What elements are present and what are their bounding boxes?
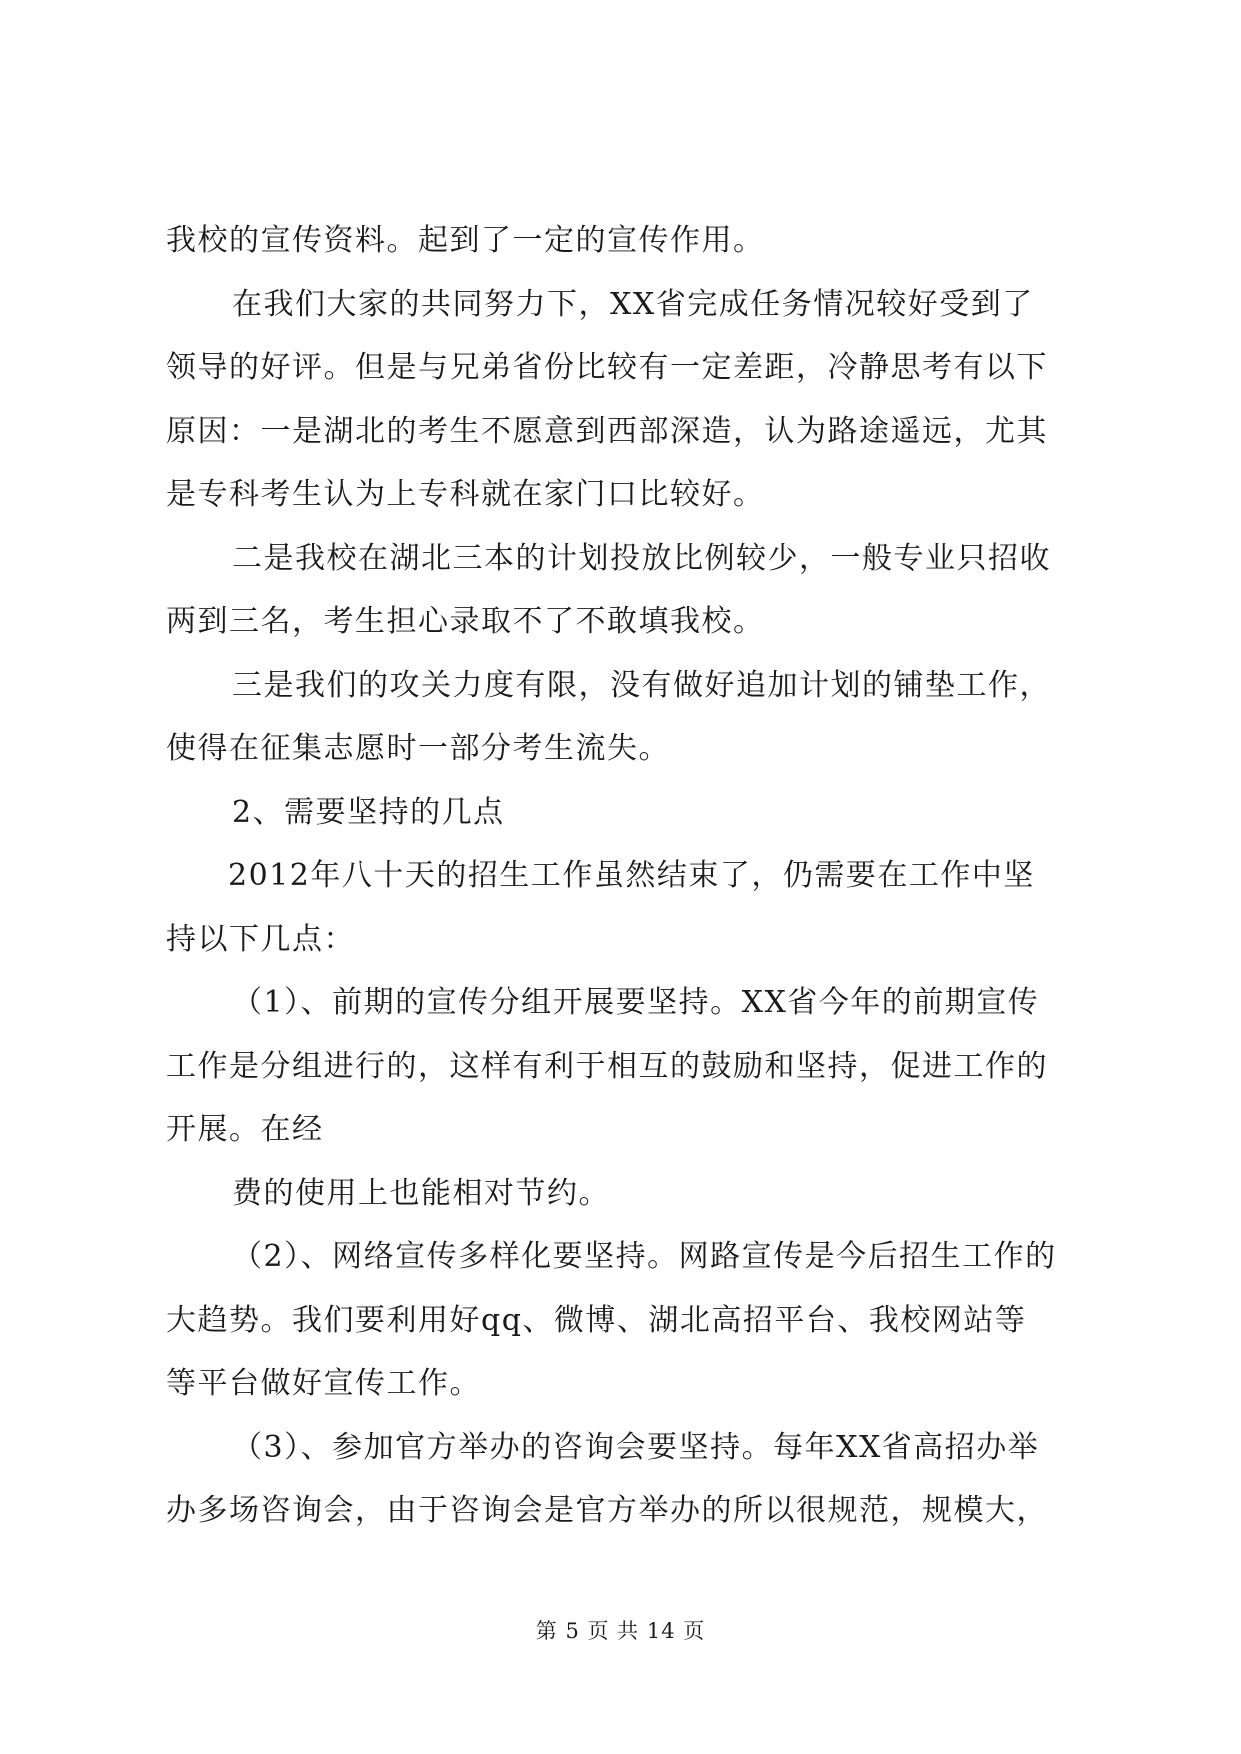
- text-line: 费的使用上也能相对节约。: [232, 1175, 610, 1211]
- text-line: 使得在征集志愿时一部分考生流失。: [166, 731, 670, 766]
- body-text: [166, 224, 1086, 1558]
- text-line: 二是我校在湖北三本的计划投放比例较少，一般专业只招收: [232, 540, 1051, 576]
- page-number-footer: 第 5 页 共 14 页: [535, 1619, 706, 1643]
- text-line: 三是我们的攻关力度有限，没有做好追加计划的铺垫工作，: [232, 667, 1051, 703]
- text-line: 等平台做好宣传工作。: [166, 1366, 481, 1401]
- section-heading: 2、需要坚持的几点: [232, 794, 505, 830]
- text-line: 2012年八十天的招生工作虽然结束了，仍需要在工作中坚: [228, 858, 1035, 893]
- text-line: 领导的好评。但是与兄弟省份比较有一定差距，冷静思考有以下: [166, 350, 1048, 385]
- text-line: 开展。在经: [166, 1112, 324, 1147]
- text-line: （1）、前期的宣传分组开展要坚持。XX省今年的前期宣传: [232, 985, 1040, 1020]
- text-line: （2）、网络宣传多样化要坚持。网路宣传是今后招生工作的: [232, 1239, 1057, 1274]
- text-line: 原因：一是湖北的考生不愿意到西部深造，认为路途遥远，尤其: [166, 413, 1048, 449]
- text-line: 办多场咨询会，由于咨询会是官方举办的所以很规范，规模大，: [166, 1493, 1048, 1528]
- text-line: 我校的宣传资料。起到了一定的宣传作用。: [166, 223, 765, 258]
- text-line: 持以下几点：: [166, 921, 355, 957]
- text-line: 大趋势。我们要利用好qq、微博、湖北高招平台、我校网站等: [166, 1302, 1027, 1338]
- text-line: 在我们大家的共同努力下，XX省完成任务情况较好受到了: [232, 286, 1034, 322]
- text-line: （3）、参加官方举办的咨询会要坚持。每年XX省高招办举: [232, 1429, 1040, 1465]
- text-line: 工作是分组进行的，这样有利于相互的鼓励和坚持，促进工作的: [166, 1048, 1048, 1084]
- text-line: 两到三名，考生担心录取不了不敢填我校。: [166, 604, 765, 639]
- text-line: 是专科考生认为上专科就在家门口比较好。: [166, 477, 765, 512]
